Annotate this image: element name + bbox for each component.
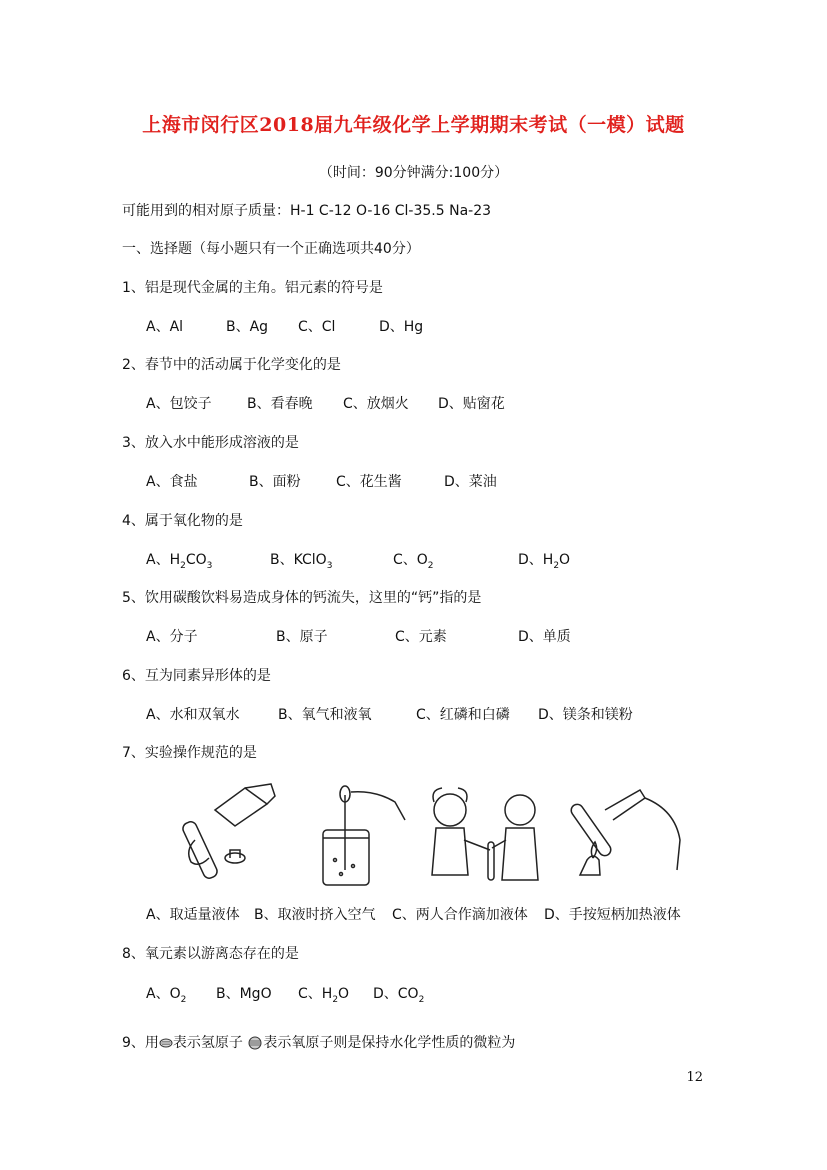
- option-a: [146, 983, 186, 1005]
- option-a: A、Al: [146, 319, 184, 335]
- option-d: D、镁条和镁粉: [538, 707, 633, 723]
- subscript: 2: [332, 994, 339, 1005]
- option-a: [146, 549, 212, 571]
- option-d: D、手按短柄加热液体: [544, 907, 681, 923]
- option-d: [518, 549, 570, 571]
- option-b: B、面粉: [249, 474, 301, 490]
- option-a-text: A、H: [146, 552, 181, 568]
- question-4-stem: 4、属于氧化物的是: [122, 513, 243, 529]
- option-c-tail: O: [338, 986, 350, 1002]
- option-d: D、贴窗花: [438, 396, 505, 412]
- option-d: [373, 983, 424, 1005]
- question-2-stem: 2、春节中的活动属于化学变化的是: [122, 357, 341, 373]
- subscript: 2: [180, 994, 187, 1005]
- option-d: D、单质: [518, 629, 571, 645]
- q9-mid: 表示氢原子: [172, 1035, 243, 1051]
- option-d: D、菜油: [444, 474, 497, 490]
- option-d-text: D、H: [518, 552, 554, 568]
- question-3-stem: 3、放入水中能形成溶液的是: [122, 435, 299, 451]
- option-c: C、花生酱: [336, 474, 402, 490]
- option-b: B、Ag: [226, 319, 269, 335]
- option-c: [393, 549, 434, 571]
- option-a: A、取适量液体: [146, 907, 240, 923]
- option-d-tail: O: [559, 552, 571, 568]
- exam-title: 上海市闵行区2018届九年级化学上学期期末考试（一模）试题: [142, 114, 685, 136]
- option-c: C、元素: [395, 629, 447, 645]
- atomic-mass-line: 可能用到的相对原子质量：H-1 C-12 O-16 Cl-35.5 Na-23: [122, 203, 492, 219]
- illustration-pouring-liquid: [175, 780, 285, 890]
- option-c: C、Cl: [298, 319, 336, 335]
- option-a: A、水和双氧水: [146, 707, 240, 723]
- illustration-heating-test-tube: [565, 780, 695, 890]
- option-a: A、包饺子: [146, 396, 212, 412]
- option-d: D、Hg: [379, 319, 424, 335]
- option-a-mid: CO: [185, 552, 207, 568]
- option-b: B、MgO: [216, 986, 272, 1002]
- q9-prefix: 9、用: [122, 1035, 159, 1051]
- subscript: 2: [427, 560, 434, 571]
- question-1-stem: 1、铝是现代金属的主角。铝元素的符号是: [122, 280, 383, 296]
- subscript: 3: [326, 560, 333, 571]
- option-c: [298, 983, 349, 1005]
- question-6-stem: 6、互为同素异形体的是: [122, 668, 271, 684]
- option-a: A、食盐: [146, 474, 198, 490]
- question-9-stem: [122, 1032, 515, 1052]
- option-d-text: D、CO: [373, 986, 419, 1002]
- subscript: 3: [206, 560, 213, 571]
- option-c-text: C、H: [298, 986, 333, 1002]
- option-b: B、氧气和液氧: [278, 707, 372, 723]
- option-b-text: B、KClO: [270, 552, 327, 568]
- exam-subtitle: （时间：90分钟满分:100分）: [318, 165, 509, 181]
- oxygen-atom-icon: [247, 1036, 263, 1050]
- question-7-stem: 7、实验操作规范的是: [122, 745, 257, 761]
- question-5-stem: 5、饮用碳酸饮料易造成身体的钙流失，这里的“钙”指的是: [122, 590, 482, 606]
- question-8-stem: 8、氧元素以游离态存在的是: [122, 946, 299, 962]
- option-a: A、分子: [146, 629, 198, 645]
- subscript: 2: [418, 994, 425, 1005]
- option-b: B、看春晚: [247, 396, 313, 412]
- option-a-text: A、O: [146, 986, 181, 1002]
- subscript: 2: [553, 560, 560, 571]
- hydrogen-atom-icon: [159, 1038, 173, 1048]
- experiment-illustrations: [175, 780, 695, 890]
- option-c: C、红磷和白磷: [416, 707, 510, 723]
- section-heading: 一、选择题（每小题只有一个正确选项共40分）: [122, 241, 420, 257]
- option-b: B、取液时挤入空气: [254, 907, 376, 923]
- illustration-two-students: [420, 780, 560, 890]
- option-b: B、原子: [276, 629, 328, 645]
- page-number: 12: [686, 1070, 703, 1085]
- option-c-text: C、O: [393, 552, 428, 568]
- q9-suffix: 表示氧原子则是保持水化学性质的微粒为: [263, 1035, 516, 1051]
- subscript: 2: [180, 560, 186, 571]
- option-b: [270, 549, 332, 571]
- option-c: C、放烟火: [343, 396, 409, 412]
- illustration-dropper-bottle: [305, 780, 415, 890]
- option-c: C、两人合作滴加液体: [392, 907, 528, 923]
